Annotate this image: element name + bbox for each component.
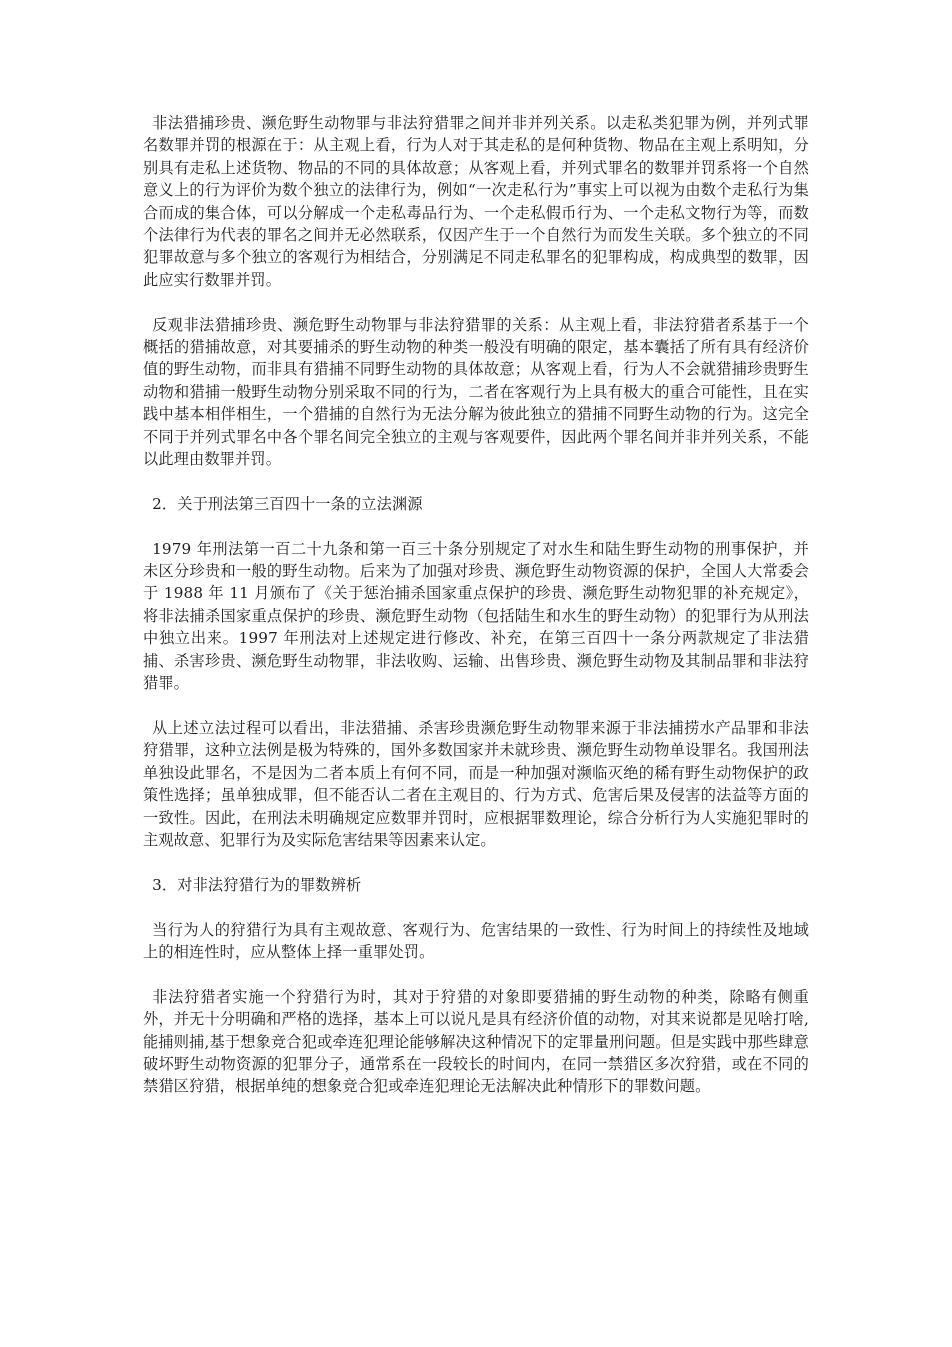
paragraph-legislative-history: 1979 年刑法第一百二十九条和第一百三十条分别规定了对水生和陆生野生动物的刑事保护，并未区分珍贵和一般的野生动物。后来为了加强对珍贵、濒危野生动物资源的保护，全国人大常委会于 1988 年 11 月颁布了《关于惩治捕杀国家重点保护的珍贵、濒危野生动物犯罪的补充规定》，将非法捕杀国家重点保护的珍贵、濒危野生动物（包括陆生和水生的野生动物）的犯罪行为从刑法中独立出来。1997 年刑法对上述规定进行修改、补充，在第三百四十一条分两款规定了非法猎捕、杀害珍贵、濒危野生动物罪，非法收购、运输、出售珍贵、濒危野生动物及其制品罪和非法狩猎罪。 <box>143 539 809 693</box>
paragraph-legislative-analysis: 从上述立法过程可以看出，非法猎捕、杀害珍贵濒危野生动物罪来源于非法捕捞水产品罪和非法狩猎罪，这种立法例是极为特殊的，国外多数国家并未就珍贵、濒危野生动物单设罪名。我国刑法单独设此罪名，不是因为二者本质上有何不同，而是一种加强对濒临灭绝的稀有野生动物保护的政策性选择；虽单独成罪，但不能否认二者在主观目的、行为方式、危害后果及侵害的法益等方面的一致性。因此，在刑法未明确规定应数罪并罚时，应根据罪数理论，综合分析行为人实施犯罪时的主观故意、犯罪行为及实际危害结果等因素来认定。 <box>143 718 809 849</box>
paragraph-hunting-practice: 非法狩猎者实施一个狩猎行为时，其对于狩猎的对象即要猎捕的野生动物的种类，除略有侧重外，并无十分明确和严格的选择，基本上可以说凡是具有经济价值的动物，对其来说都是见啥打啥,能捕则捕,基于想象竞合犯或牵连犯理论能够解决这种情况下的定罪量刑问题。但是实践中那些肆意破坏野生动物资源的犯罪分子，通常系在一段较长的时间内，在同一禁猎区多次狩猎，或在不同的禁猎区狩猎，根据单纯的想象竞合犯或牵连犯理论无法解决此种情形下的罪数问题。 <box>143 987 809 1096</box>
section-heading-2: 2．关于刑法第三百四十一条的立法渊源 <box>152 494 423 513</box>
paragraph-hunting-relationship: 反观非法猎捕珍贵、濒危野生动物罪与非法狩猎罪的关系：从主观上看，非法狩猎者系基于一个概括的猎捕故意，对其要捕杀的野生动物的种类一般没有明确的限定，基本囊括了所有具有经济价值的野生动物，而非具有猎捕不同野生动物的具体故意；从客观上看，行为人不会就猎捕珍贵野生动物和猎捕一般野生动物分别采取不同的行为，二者在客观行为上具有极大的重合可能性，且在实践中基本相伴相生，一个猎捕的自然行为无法分解为彼此独立的猎捕不同野生动物的行为。这完全不同于并列式罪名中各个罪名间完全独立的主观与客观要件，因此两个罪名间并非并列关系，不能以此理由数罪并罚。 <box>143 315 809 469</box>
paragraph-single-punishment: 当行为人的狩猎行为具有主观故意、客观行为、危害结果的一致性、行为时间上的持续性及地域上的相连性时，应从整体上择一重罪处罚。 <box>143 920 809 961</box>
section-heading-3: 3．对非法狩猎行为的罪数辨析 <box>152 875 362 894</box>
document-page <box>143 112 809 1120</box>
paragraph-parallel-crimes: 非法猎捕珍贵、濒危野生动物罪与非法狩猎罪之间并非并列关系。以走私类犯罪为例，并列式罪名数罪并罚的根源在于：从主观上看，行为人对于其走私的是何种货物、物品在主观上系明知，分别具有走私上述货物、物品的不同的具体故意；从客观上看，并列式罪名的数罪并罚系将一个自然意义上的行为评价为数个独立的法律行为，例如“一次走私行为”事实上可以视为由数个走私行为集合而成的集合体，可以分解成一个走私毒品行为、一个走私假币行为、一个走私文物行为等，而数个法律行为代表的罪名之间并无必然联系，仅因产生于一个自然行为而发生关联。多个独立的不同犯罪故意与多个独立的客观行为相结合，分别满足不同走私罪名的犯罪构成，构成典型的数罪，因此应实行数罪并罚。 <box>143 114 809 289</box>
